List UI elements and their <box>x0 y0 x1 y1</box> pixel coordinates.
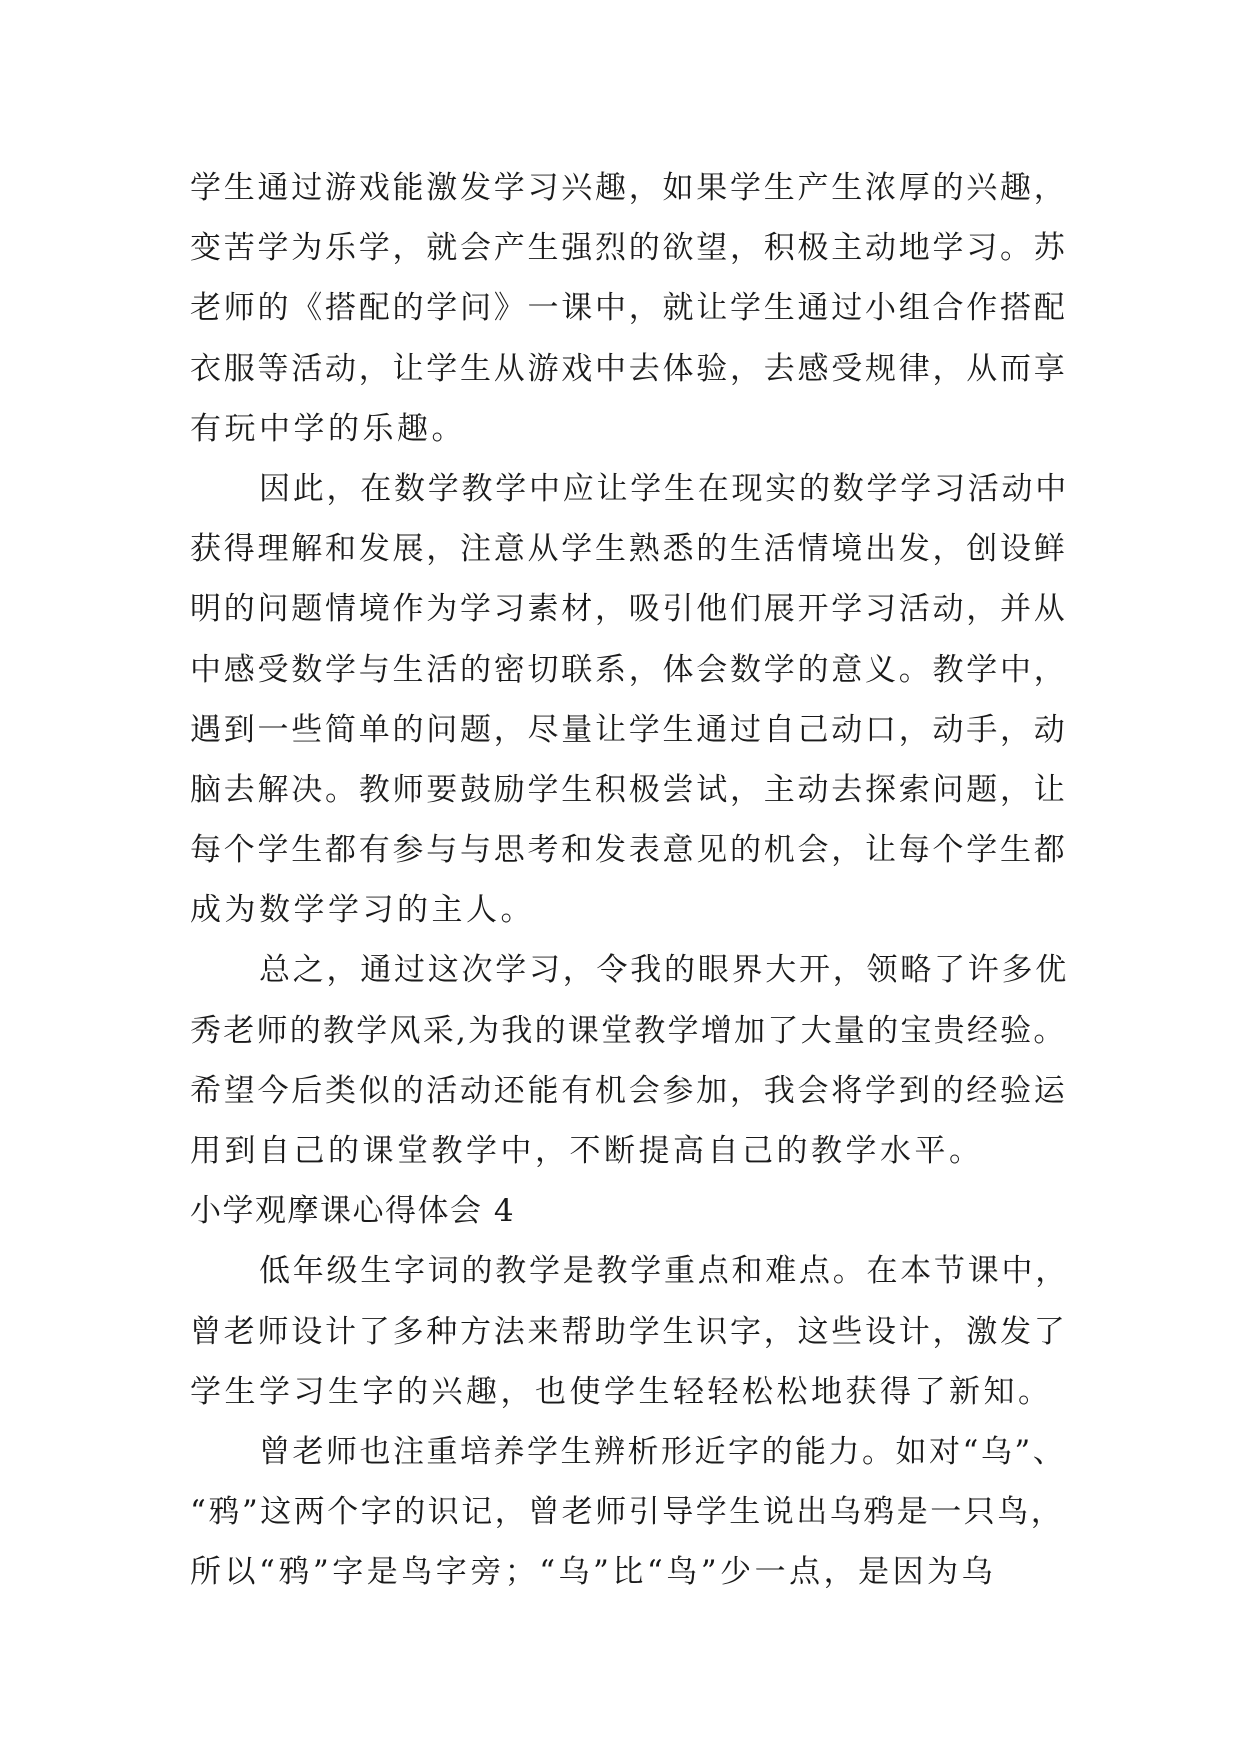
text-line: 衣服等活动，让学生从游戏中去体验，去感受规律，从而享 <box>190 350 1068 387</box>
text-line: 希望今后类似的活动还能有机会参加，我会将学到的经验运 <box>190 1072 1068 1109</box>
text-line: 脑去解决。教师要鼓励学生积极尝试，主动去探索问题，让 <box>190 771 1068 808</box>
section-heading: 小学观摩课心得体会 4 <box>190 1193 516 1230</box>
text-line: 学生通过游戏能激发学习兴趣，如果学生产生浓厚的兴趣， <box>190 170 1068 206</box>
text-line: 总之，通过这次学习，令我的眼界大开，领略了许多优 <box>259 952 1069 989</box>
text-line: 低年级生字词的教学是教学重点和难点。在本节课中， <box>259 1253 1069 1290</box>
text-line: “鸦”这两个字的识记，曾老师引导学生说出乌鸦是一只鸟， <box>190 1494 1065 1531</box>
text-line: 老师的《搭配的学问》一课中，就让学生通过小组合作搭配 <box>190 290 1068 327</box>
text-line: 曾老师也注重培养学生辨析形近字的能力。如对“乌”、 <box>259 1433 1067 1470</box>
text-line: 遇到一些简单的问题，尽量让学生通过自己动口，动手，动 <box>190 711 1068 748</box>
text-line: 因此，在数学教学中应让学生在现实的数学学习活动中 <box>259 470 1069 507</box>
text-line: 所以“鸦”字是鸟字旁；“乌”比“鸟”少一点，是因为乌 <box>190 1554 997 1591</box>
text-line: 每个学生都有参与与思考和发表意见的机会，让每个学生都 <box>190 832 1068 869</box>
text-line: 秀老师的教学风采,为我的课堂教学增加了大量的宝贵经验。 <box>190 1012 1067 1049</box>
text-line: 学生学习生字的兴趣，也使学生轻轻松松地获得了新知。 <box>190 1373 1053 1410</box>
text-line: 有玩中学的乐趣。 <box>190 410 466 447</box>
text-line: 中感受数学与生活的密切联系，体会数学的意义。教学中， <box>190 651 1068 688</box>
text-line: 变苦学为乐学，就会产生强烈的欲望，积极主动地学习。苏 <box>190 230 1068 267</box>
document-body <box>190 158 1070 1603</box>
text-line: 用到自己的课堂教学中，不断提高自己的教学水平。 <box>190 1133 984 1169</box>
text-line: 曾老师设计了多种方法来帮助学生识字，这些设计，激发了 <box>190 1313 1068 1350</box>
text-line: 成为数学学习的主人。 <box>190 892 535 929</box>
text-line: 明的问题情境作为学习素材，吸引他们展开学习活动，并从 <box>190 591 1068 628</box>
text-line: 获得理解和发展，注意从学生熟悉的生活情境出发，创设鲜 <box>190 531 1068 568</box>
